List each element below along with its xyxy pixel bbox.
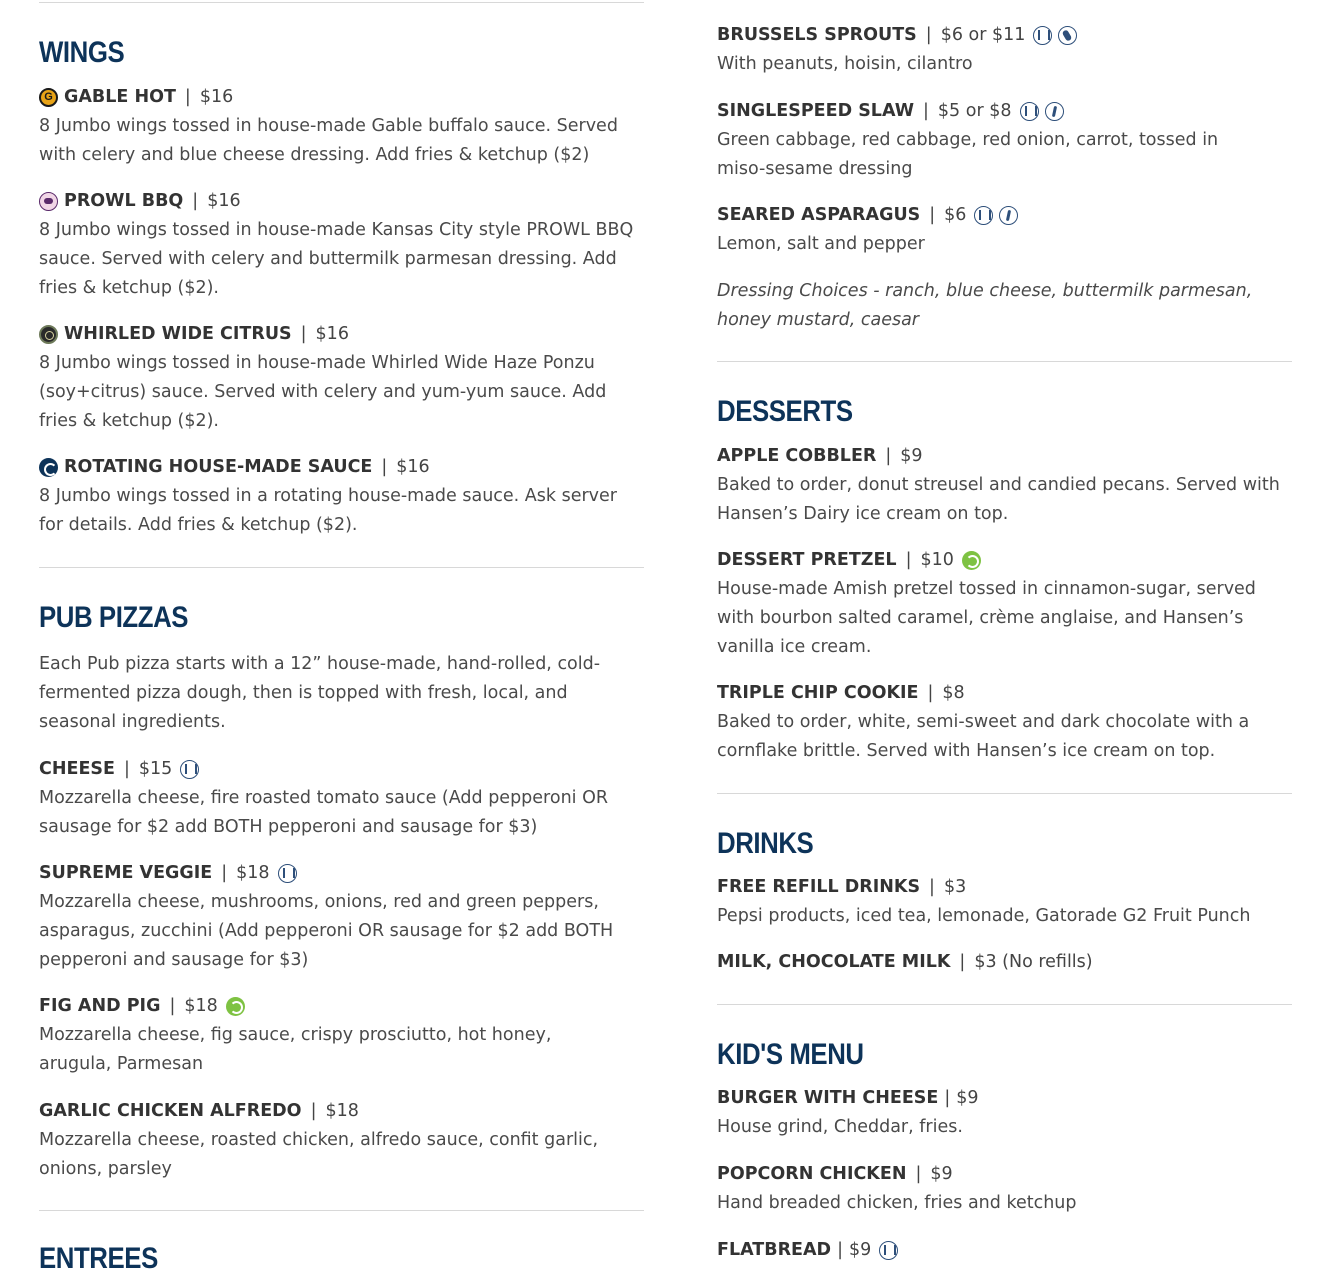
separator: | (381, 457, 388, 477)
item-name: PROWL BBQ (64, 191, 184, 211)
gable-logo-icon (39, 88, 58, 107)
item-name: DESSERT PRETZEL (717, 550, 897, 570)
item-price: $18 (236, 863, 270, 883)
separator: | (944, 1088, 951, 1108)
menu-item-burger-with-cheese (717, 1087, 1292, 1142)
item-description: 8 Jumbo wings tossed in house-made Kansas City style PROWL BBQ sauce. Served with celery and buttermilk parmesan dressing. Add fries & ketchup ($2). (39, 220, 634, 298)
section-heading-kids-menu: KID'S MENU (717, 1038, 864, 1071)
menu-item-singlespeed-slaw (717, 100, 1292, 184)
item-price: $15 (138, 759, 173, 779)
item-name: ROTATING HOUSE-MADE SAUCE (64, 457, 373, 477)
menu-item-free-refill-drinks (717, 876, 1292, 931)
item-name: WHIRLED WIDE CITRUS (64, 324, 292, 344)
item-name: SINGLESPEED SLAW (717, 101, 915, 121)
separator: | (923, 101, 929, 121)
separator: | (221, 863, 228, 883)
separator: | (885, 446, 892, 466)
menu-item-brussels-sprouts (717, 24, 1292, 79)
item-name: BRUSSELS SPROUTS (717, 25, 917, 45)
item-description: 8 Jumbo wings tossed in house-made Whirled Wide Haze Ponzu (soy+citrus) sauce. Served with celery and yum-yum sauce. Add fries & ketchup ($2). (39, 353, 607, 431)
item-price: $6 or $11 (940, 25, 1026, 45)
section-heading-desserts: DESSERTS (717, 395, 853, 428)
separator: | (310, 1101, 317, 1121)
rotating-logo-icon (39, 458, 58, 477)
menu-item-dessert-pretzel (717, 549, 1292, 661)
item-name: POPCORN CHICKEN (717, 1164, 907, 1184)
item-description: 8 Jumbo wings tossed in house-made Gable buffalo sauce. Served with celery and blue cheese dressing. Add fries & ketchup ($2) (39, 116, 618, 165)
item-name: BURGER WITH CHEESE (717, 1088, 939, 1108)
item-name: FREE REFILL DRINKS (717, 877, 921, 897)
item-price: $18 (184, 996, 218, 1016)
menu-item-prowl-bbq (39, 190, 644, 302)
item-name: GABLE HOT (64, 87, 176, 107)
vegetarian-icon (1033, 26, 1052, 45)
divider (717, 793, 1292, 794)
vegetarian-icon (1020, 102, 1039, 121)
item-name: FIG AND PIG (39, 996, 161, 1016)
menu-item-rotating-sauce (39, 456, 644, 540)
separator: | (169, 996, 176, 1016)
item-description: Mozzarella cheese, roasted chicken, alfredo sauce, confit garlic, onions, parsley (39, 1130, 599, 1179)
separator: | (929, 205, 936, 225)
menu-item-seared-asparagus (717, 204, 1292, 259)
item-description: House-made Amish pretzel tossed in cinnamon-sugar, served with bourbon salted caramel, crème anglaise, and Hansen’s vanilla ice cream. (717, 579, 1256, 657)
menu-item-cheese (39, 758, 644, 842)
separator: | (184, 87, 191, 107)
item-price: $16 (207, 191, 241, 211)
pizza-intro: Each Pub pizza starts with a 12” house-made, hand-rolled, cold-fermented pizza dough, then is topped with fresh, local, and seasonal ingredients. (39, 654, 601, 732)
separator: | (300, 324, 307, 344)
item-price: $3 (No refills) (974, 952, 1093, 972)
item-price: $9 (956, 1088, 979, 1108)
menu-item-triple-chip-cookie (717, 682, 1292, 766)
item-name: SEARED ASPARAGUS (717, 205, 921, 225)
vegetarian-icon (974, 206, 993, 225)
section-heading-entrees: ENTREES (39, 1242, 158, 1271)
menu-item-flatbread (717, 1239, 1292, 1261)
item-name: SUPREME VEGGIE (39, 863, 213, 883)
vegetarian-icon (180, 760, 199, 779)
separator: | (925, 25, 932, 45)
item-description: Green cabbage, red cabbage, red onion, carrot, tossed in miso-sesame dressing (717, 130, 1219, 179)
item-name: MILK, CHOCOLATE MILK (717, 952, 951, 972)
item-description: Mozzarella cheese, mushrooms, onions, red and green peppers, asparagus, zucchini (Add pepperoni OR sausage for $2 add BOTH pepperoni and sausage for $3) (39, 892, 614, 970)
separator: | (837, 1240, 843, 1260)
item-name: FLATBREAD (717, 1240, 832, 1260)
divider (717, 1004, 1292, 1005)
menu-item-garlic-chicken-alfredo (39, 1100, 644, 1184)
item-description: With peanuts, hoisin, cilantro (717, 54, 973, 74)
menu-item-apple-cobbler (717, 445, 1292, 529)
divider (39, 567, 644, 568)
vegetarian-icon (278, 864, 297, 883)
item-description: Hand breaded chicken, fries and ketchup (717, 1193, 1077, 1213)
separator: | (927, 683, 934, 703)
prowl-logo-icon (39, 192, 58, 211)
item-price: $10 (920, 550, 954, 570)
divider (39, 1210, 644, 1211)
item-name: GARLIC CHICKEN ALFREDO (39, 1101, 302, 1121)
item-price: $5 or $8 (937, 101, 1012, 121)
section-heading-wings: WINGS (39, 36, 125, 69)
gluten-free-icon (999, 206, 1018, 225)
item-price: $8 (942, 683, 965, 703)
item-price: $16 (315, 324, 349, 344)
section-heading-pub-pizzas: PUB PIZZAS (39, 601, 189, 634)
item-description: Lemon, salt and pepper (717, 234, 925, 254)
separator: | (123, 759, 130, 779)
nut-icon (1058, 26, 1077, 45)
item-description: Pepsi products, iced tea, lemonade, Gatorade G2 Fruit Punch (717, 906, 1251, 926)
vegetarian-icon (879, 1241, 898, 1260)
separator: | (959, 952, 966, 972)
item-name: TRIPLE CHIP COOKIE (717, 683, 919, 703)
menu-item-gable-hot (39, 86, 644, 170)
item-price: $9 (900, 446, 923, 466)
dressing-note: Dressing Choices - ranch, blue cheese, buttermilk parmesan, honey mustard, caesar (717, 281, 1253, 330)
item-price: $16 (199, 87, 234, 107)
item-name: CHEESE (39, 759, 115, 779)
gluten-free-icon (1045, 102, 1064, 121)
item-price: $3 (943, 877, 967, 897)
divider (717, 361, 1292, 362)
menu-item-popcorn-chicken (717, 1163, 1292, 1218)
item-description: Baked to order, donut streusel and candied pecans. Served with Hansen’s Dairy ice cream on top. (717, 475, 1280, 524)
separator: | (905, 550, 912, 570)
separator: | (192, 191, 199, 211)
item-description: Mozzarella cheese, fire roasted tomato sauce (Add pepperoni OR sausage for $2 add BOTH pepperoni and sausage for $3) (39, 788, 609, 837)
item-description: Mozzarella cheese, fig sauce, crispy prosciutto, hot honey, arugula, Parmesan (39, 1025, 552, 1074)
local-icon (962, 551, 981, 570)
menu-item-supreme-veggie (39, 862, 644, 974)
local-icon (226, 997, 245, 1016)
menu-item-whirled-wide-citrus (39, 323, 644, 435)
whirled-logo-icon (39, 325, 58, 344)
item-price: $9 (848, 1240, 872, 1260)
item-price: $18 (325, 1101, 359, 1121)
item-name: APPLE COBBLER (717, 446, 877, 466)
item-description: Baked to order, white, semi-sweet and dark chocolate with a cornflake brittle. Served with Hansen’s ice cream on top. (717, 712, 1250, 761)
divider (39, 2, 644, 3)
separator: | (929, 877, 935, 897)
item-description: House grind, Cheddar, fries. (717, 1117, 963, 1137)
menu-item-milk (717, 951, 1292, 973)
section-heading-drinks: DRINKS (717, 827, 814, 860)
item-price: $16 (396, 457, 430, 477)
item-price: $6 (944, 205, 967, 225)
menu-item-fig-and-pig (39, 995, 644, 1079)
item-description: 8 Jumbo wings tossed in a rotating house-made sauce. Ask server for details. Add fries & ketchup ($2). (39, 486, 617, 535)
separator: | (915, 1164, 922, 1184)
item-price: $9 (930, 1164, 953, 1184)
